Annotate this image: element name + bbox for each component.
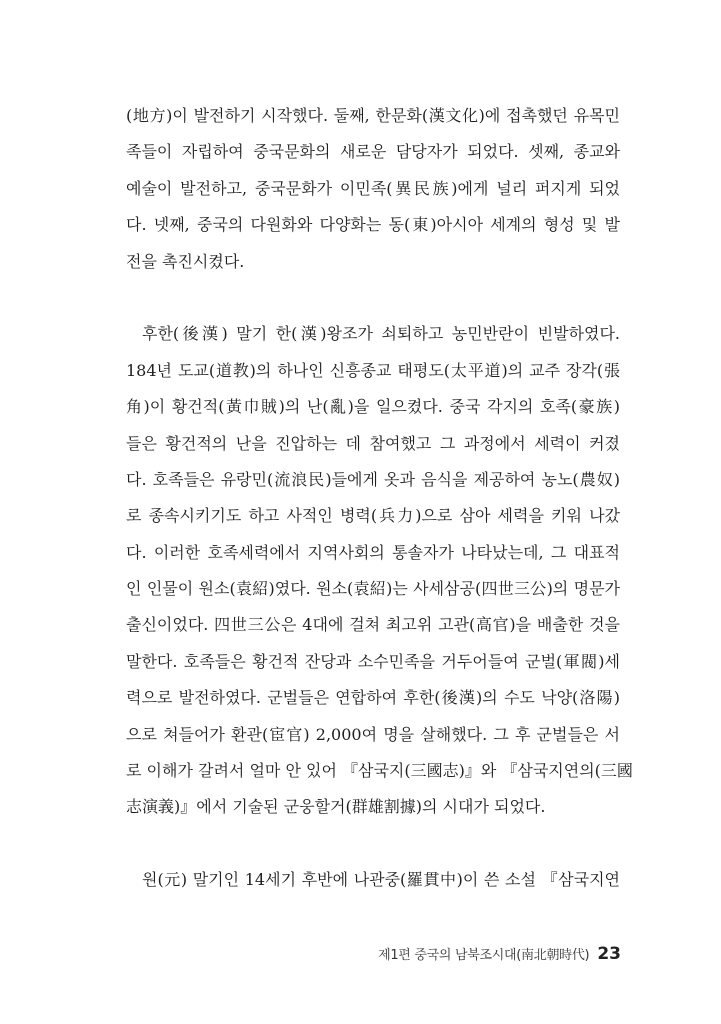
paragraph-spacer <box>126 280 620 316</box>
text-line: 角)이 황건적(黃巾賊)의 난(亂)을 일으켰다. 중국 각지의 호족(豪族) <box>126 397 620 417</box>
paragraph-1 <box>126 98 620 280</box>
paragraph-3 <box>126 862 620 898</box>
text-line: 전을 촉진시켰다. <box>126 251 245 271</box>
paragraph-2 <box>126 316 633 825</box>
text-line: 원(元) 말기인 14세기 후반에 나관중(羅貫中)이 쓴 소설 『삼국지연 <box>142 870 620 890</box>
text-line: 말한다. 호족들은 황건적 잔당과 소수민족을 거두어들여 군벌(軍閥)세 <box>126 651 620 671</box>
text-line: 다. 호족들은 유랑민(流浪民)들에게 옷과 음식을 제공하여 농노(農奴) <box>126 469 620 489</box>
text-line: 예술이 발전하고, 중국문화가 이민족(異民族)에게 널리 퍼지게 되었 <box>126 178 620 198</box>
text-line: 志演義)』에서 기술된 군웅할거(群雄割據)의 시대가 되었다. <box>126 797 546 817</box>
text-line: 출신이었다. 四世三公은 4대에 걸쳐 최고위 고관(高官)을 배출한 것을 <box>126 615 620 635</box>
text-line: 로 종속시키기도 하고 사적인 병력(兵力)으로 삼아 세력을 키워 나갔 <box>126 506 620 526</box>
text-line: 력으로 발전하였다. 군벌들은 연합하여 후한(後漢)의 수도 낙양(洛陽) <box>126 688 620 708</box>
page-number: 23 <box>597 944 621 964</box>
text-line: 족들이 자립하여 중국문화의 새로운 담당자가 되었다. 셋째, 종교와 <box>126 142 620 162</box>
running-footer-title: 제1편 중국의 남북조시대(南北朝時代) <box>378 948 590 963</box>
text-line: 다. 넷째, 중국의 다원화와 다양화는 동(東)아시아 세계의 형성 및 발 <box>126 215 620 235</box>
text-line: 으로 쳐들어가 환관(宦官) 2,000여 명을 살해했다. 그 후 군벌들은 서 <box>126 724 620 744</box>
text-line: 인 인물이 원소(袁紹)였다. 원소(袁紹)는 사세삼공(四世三公)의 명문가 <box>126 579 620 599</box>
text-line: 로 이해가 갈려서 얼마 안 있어 『삼국지(三國志)』와 『삼국지연의(三國 <box>126 761 633 781</box>
text-line: 들은 황건적의 난을 진압하는 데 참여했고 그 과정에서 세력이 커졌 <box>126 433 620 453</box>
page-footer <box>378 944 621 964</box>
text-line: 184년 도교(道教)의 하나인 신흥종교 태평도(太平道)의 교주 장각(張 <box>126 360 620 380</box>
body-text <box>126 98 633 899</box>
paragraph-spacer <box>126 826 620 862</box>
text-line: 다. 이러한 호족세력에서 지역사회의 통솔자가 나타났는데, 그 대표적 <box>126 542 620 562</box>
text-line: (地方)이 발전하기 시작했다. 둘째, 한문화(漢文化)에 접촉했던 유목민 <box>126 106 620 125</box>
text-line: 후한(後漢) 말기 한(漢)왕조가 쇠퇴하고 농민반란이 빈발하였다. <box>142 324 620 344</box>
